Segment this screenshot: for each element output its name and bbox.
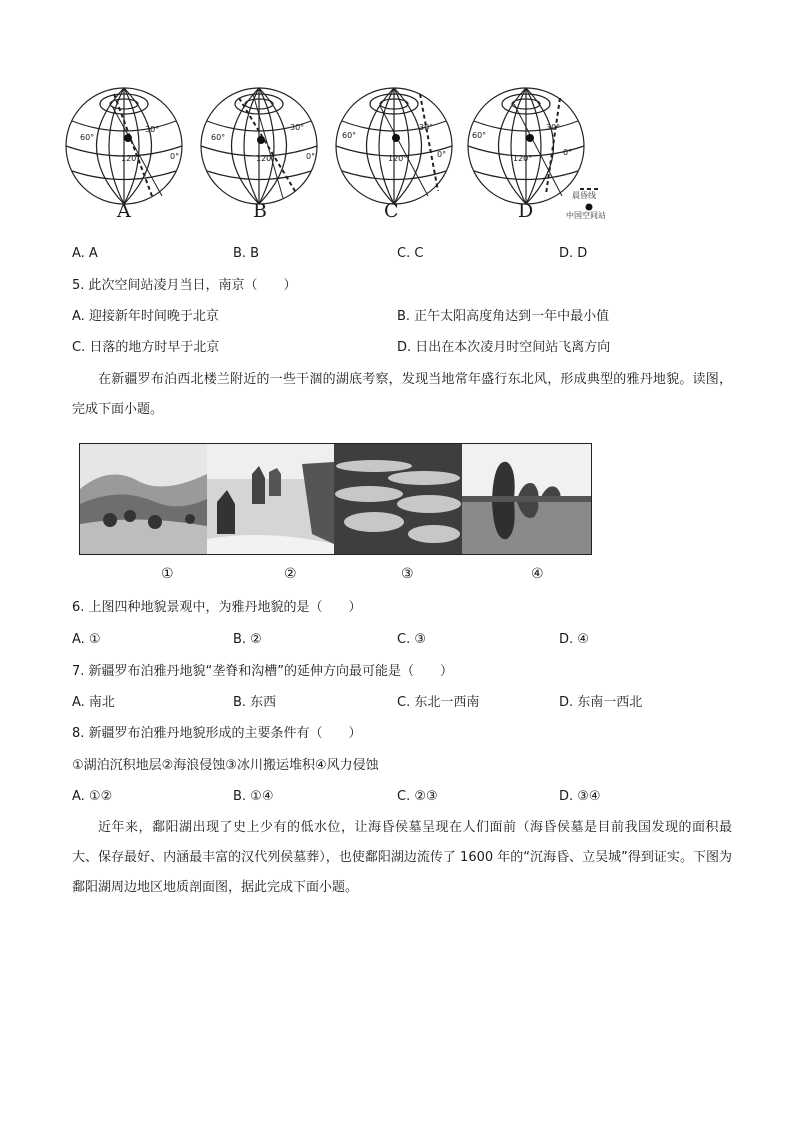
globe-d xyxy=(468,88,584,204)
globe-d-label-30: 30° xyxy=(546,123,561,132)
globe-b-label-120: 120° xyxy=(256,154,276,163)
q5-option-b[interactable]: B. 正午太阳高度角达到一年中最小值 xyxy=(397,309,610,324)
q4-option-b[interactable]: B. B xyxy=(233,246,260,261)
globe-b-label-0: 0° xyxy=(306,152,316,161)
globe-b xyxy=(201,88,317,204)
globe-b-label-30: 30° xyxy=(290,123,305,132)
photo-4-karst xyxy=(462,444,591,554)
q6-stem: 6. 上图四种地貌景观中，为雅丹地貌的是（ ） xyxy=(72,600,362,615)
photo-label-2: ② xyxy=(284,566,297,582)
globe-d-label-60: 60° xyxy=(472,131,487,140)
q7-option-b[interactable]: B. 东西 xyxy=(233,695,277,710)
passage-yardang: 在新疆罗布泊西北楼兰附近的一些干涸的湖底考察，发现当地常年盛行东北风，形成典型的雅丹地貌。读图，完成下面小题。 xyxy=(72,372,732,417)
globe-a-label-30: 30° xyxy=(145,125,160,134)
q4-options xyxy=(72,244,732,264)
photo-2-sea-stacks xyxy=(207,444,334,554)
globe-diagrams xyxy=(64,76,624,226)
q5-stem: 5. 此次空间站凌月当日，南京（ ） xyxy=(72,278,297,293)
q6-options xyxy=(72,630,732,650)
globe-a-label-120: 120° xyxy=(121,154,141,163)
q7-option-a[interactable]: A. 南北 xyxy=(72,695,115,710)
q7-stem: 7. 新疆罗布泊雅丹地貌“垄脊和沟槽”的延伸方向最可能是（ ） xyxy=(72,664,454,679)
q7-options xyxy=(72,693,732,713)
globe-d-label-0: 0° xyxy=(563,148,573,157)
globe-c-label-60: 60° xyxy=(342,131,357,140)
q7-option-d[interactable]: D. 东南一西北 xyxy=(559,695,643,710)
q5-options-row-2 xyxy=(72,338,732,358)
globe-c-label-0: 0° xyxy=(437,150,447,159)
q8-conditions: ①湖泊沉积地层②海浪侵蚀③冰川搬运堆积④风力侵蚀 xyxy=(72,758,379,773)
globe-c-label-30: 30° xyxy=(419,123,434,132)
globe-letter-d: D xyxy=(518,200,534,222)
photo-3-yardang xyxy=(334,444,462,554)
globe-d-label-120: 120° xyxy=(513,154,533,163)
globe-c-label-120: 120° xyxy=(388,154,408,163)
q4-option-a[interactable]: A. A xyxy=(72,246,98,261)
q8-option-d[interactable]: D. ③④ xyxy=(559,789,601,804)
photo-label-1: ① xyxy=(161,566,174,582)
photo-label-4: ④ xyxy=(531,566,544,582)
globe-a-label-60: 60° xyxy=(80,133,95,142)
globe-letter-b: B xyxy=(253,200,267,222)
photo-label-3: ③ xyxy=(401,566,414,582)
q4-option-c[interactable]: C. C xyxy=(397,246,424,261)
q6-option-c[interactable]: C. ③ xyxy=(397,632,426,647)
q7-option-c[interactable]: C. 东北一西南 xyxy=(397,695,480,710)
globe-a-label-0: 0° xyxy=(170,152,180,161)
globe-a xyxy=(66,88,182,204)
globe-c xyxy=(336,88,452,204)
q8-stem: 8. 新疆罗布泊雅丹地貌形成的主要条件有（ ） xyxy=(72,726,362,741)
legend-station-label: 中国空间站 xyxy=(566,211,606,220)
q4-option-d[interactable]: D. D xyxy=(559,246,588,261)
q5-option-a[interactable]: A. 迎接新年时间晚于北京 xyxy=(72,309,219,324)
q5-options-row-1 xyxy=(72,307,732,327)
passage-poyang: 近年来，鄱阳湖出现了史上少有的低水位，让海昏侯墓呈现在人们面前（海昏侯墓是目前我国发现的面积最大、保存最好、内涵最丰富的汉代列侯墓葬），也使鄱阳湖边流传了 1600 年的“沉海昏、立吴城”得到证实。下图为鄱阳湖周边地区地质剖面图，据此完成下面小题。 xyxy=(72,820,732,895)
q8-option-c[interactable]: C. ②③ xyxy=(397,789,438,804)
q5-option-d[interactable]: D. 日出在本次凌月时空间站飞离方向 xyxy=(397,340,611,355)
q8-option-a[interactable]: A. ①② xyxy=(72,789,113,804)
legend-terminator-label: 晨昏线 xyxy=(572,191,596,200)
globe-b-label-60: 60° xyxy=(211,133,226,142)
photo-1-desert xyxy=(80,444,207,554)
landform-photos xyxy=(79,443,592,555)
q6-option-b[interactable]: B. ② xyxy=(233,632,262,647)
q6-option-d[interactable]: D. ④ xyxy=(559,632,589,647)
globe-letter-a: A xyxy=(117,200,131,222)
q8-options xyxy=(72,787,732,807)
globe-letter-c: C xyxy=(384,200,399,222)
q8-option-b[interactable]: B. ①④ xyxy=(233,789,274,804)
q5-option-c[interactable]: C. 日落的地方时早于北京 xyxy=(72,340,220,355)
q6-option-a[interactable]: A. ① xyxy=(72,632,101,647)
